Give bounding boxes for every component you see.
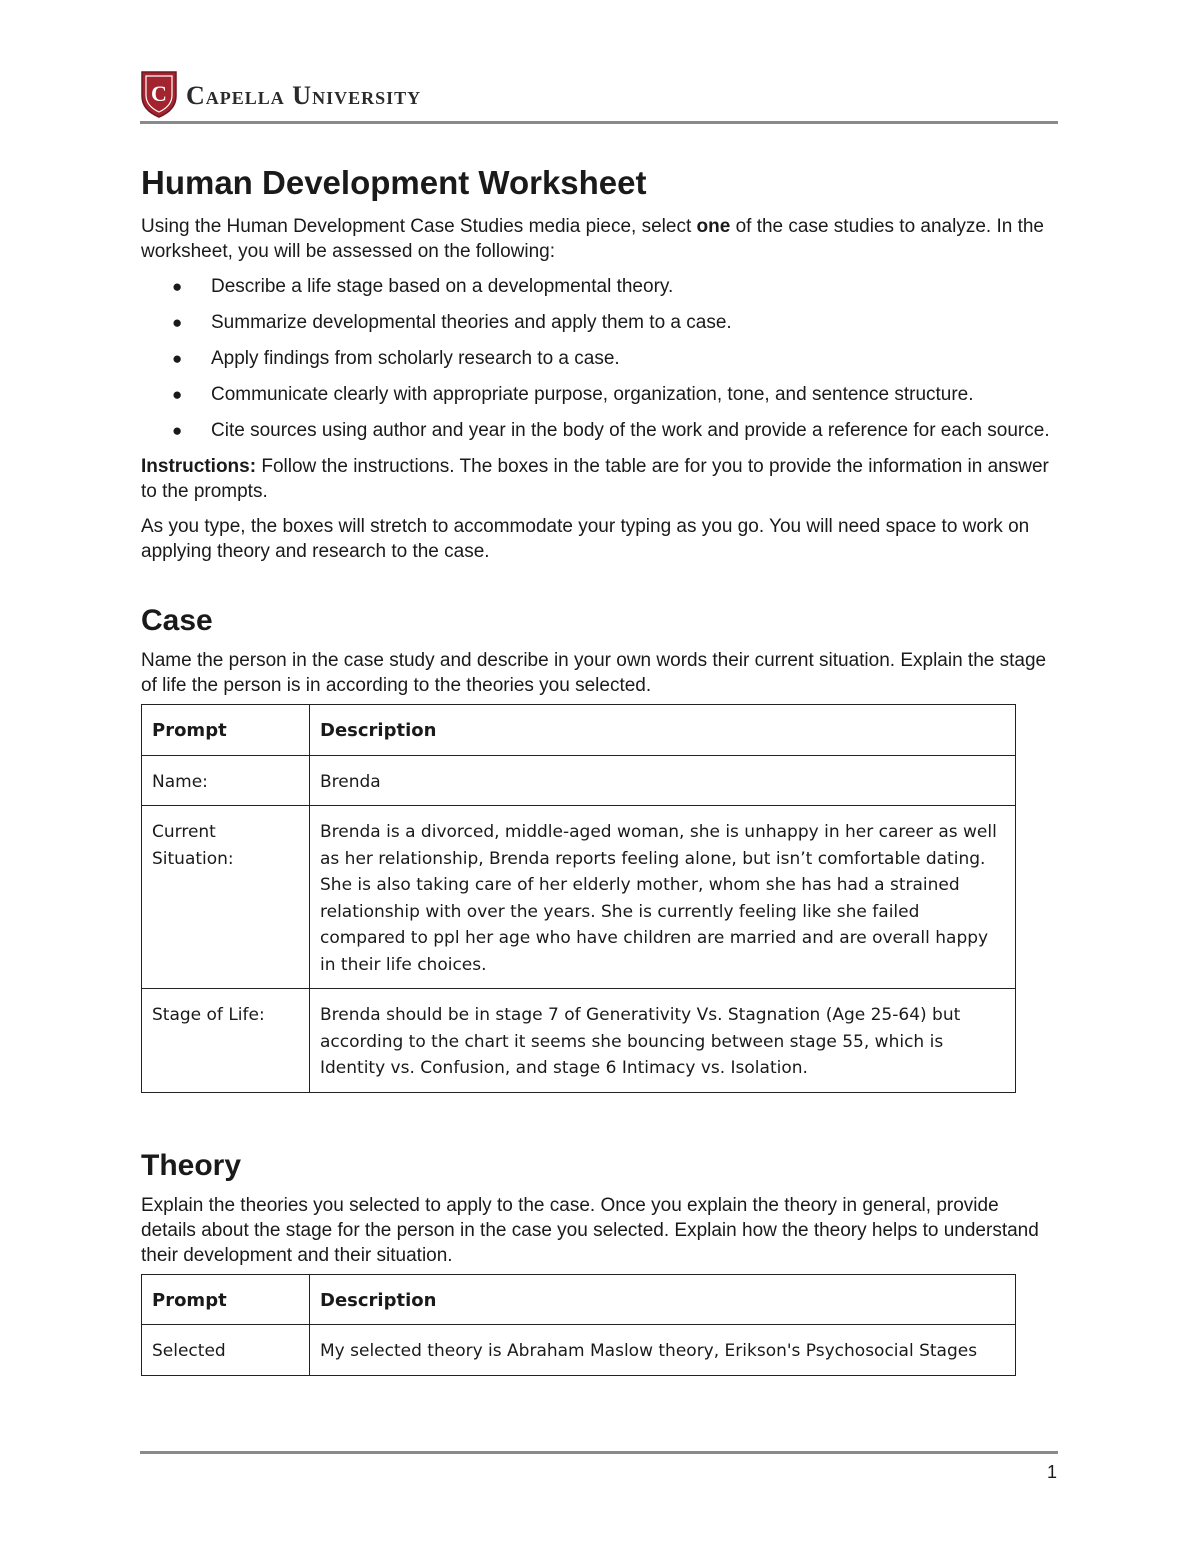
prompt-header: Prompt — [142, 705, 310, 756]
objective-item — [141, 346, 1051, 371]
theory-description: Explain the theories you selected to apply to the case. Once you explain the theory in general, provide details about the stage for the person in the case you selected. Explain how the theory helps to understand their development and their situation. — [141, 1194, 1039, 1266]
intro-before: Using the Human Development Case Studies media piece, select — [141, 216, 697, 237]
case-heading: Case — [141, 604, 213, 637]
table-row — [142, 989, 1016, 1093]
page-title: Human Development Worksheet — [141, 164, 647, 201]
footer-rule — [140, 1451, 1058, 1454]
prompt-cell: Current Situation: — [142, 806, 310, 989]
prompt-cell: Stage of Life: — [142, 989, 310, 1093]
shield-letter: C — [151, 81, 167, 106]
instructions-label: Instructions: — [141, 456, 257, 477]
description-cell[interactable]: Brenda is a divorced, middle-aged woman, she is unhappy in her career as well as her relationship, Brenda reports feeling alone, but isn’t comfortable dating. She is also taking care of her elderly mother, whom she has had a strained relationship with over the years. She is currently feeling like she failed compared to ppl her age who have children are married and are overall happy in their life choices. — [310, 806, 1016, 989]
bullet-icon: ● — [172, 277, 183, 296]
capella-logo — [140, 70, 421, 118]
table-header-row — [142, 1274, 1016, 1325]
intro-after: of the case studies to analyze. In the worksheet, you will be assessed on the following: — [141, 216, 1044, 262]
objective-text: Communicate clearly with appropriate purpose, organization, tone, and sentence structure. — [211, 384, 974, 405]
objective-text: Describe a life stage based on a developmental theory. — [211, 276, 674, 297]
table-row — [142, 1325, 1016, 1376]
main-content — [141, 164, 1051, 1376]
objective-item — [141, 418, 1051, 443]
description-header: Description — [310, 1274, 1016, 1325]
description-cell[interactable]: Brenda should be in stage 7 of Generativity Vs. Stagnation (Age 25-64) but according to the chart it seems she bouncing between stage 55, which is Identity vs. Confusion, and stage 6 Intimacy vs. Isolation. — [310, 989, 1016, 1093]
theory-table — [141, 1274, 1016, 1376]
objective-item — [141, 274, 1051, 299]
case-description: Name the person in the case study and describe in your own words their current situation. Explain the stage of life the person is in according to the theories you selected. — [141, 650, 1047, 696]
objective-item — [141, 310, 1051, 335]
table-row — [142, 755, 1016, 806]
objective-text: Summarize developmental theories and apply them to a case. — [211, 312, 732, 333]
prompt-cell: Selected — [142, 1325, 310, 1376]
table-row — [142, 806, 1016, 989]
typing-note: As you type, the boxes will stretch to accommodate your typing as you go. You will need space to work on applying theory and research to the case. — [141, 516, 1030, 562]
bullet-icon: ● — [172, 313, 183, 332]
description-header: Description — [310, 705, 1016, 756]
theory-section — [141, 1149, 1051, 1376]
objectives-list — [141, 274, 1051, 443]
objective-text: Apply findings from scholarly research to a case. — [211, 348, 620, 369]
intro-paragraph — [141, 214, 1051, 264]
instructions-text: Follow the instructions. The boxes in the table are for you to provide the information in answer to the prompts. — [141, 456, 1049, 502]
intro-bold: one — [696, 216, 731, 237]
description-cell[interactable]: My selected theory is Abraham Maslow theory, Erikson's Psychosocial Stages — [310, 1325, 1016, 1376]
bullet-icon: ● — [172, 421, 183, 440]
case-table — [141, 704, 1016, 1093]
prompt-header: Prompt — [142, 1274, 310, 1325]
bullet-icon: ● — [172, 385, 183, 404]
theory-heading: Theory — [141, 1148, 242, 1182]
header-rule — [140, 121, 1058, 124]
page-number: 1 — [1047, 1462, 1058, 1482]
description-cell[interactable]: Brenda — [310, 755, 1016, 806]
table-header-row — [142, 705, 1016, 756]
objective-text: Cite sources using author and year in the body of the work and provide a reference for each source. — [211, 420, 1050, 441]
bullet-icon: ● — [172, 349, 183, 368]
instructions-paragraph — [141, 454, 1051, 504]
objective-item — [141, 382, 1051, 407]
prompt-cell: Name: — [142, 755, 310, 806]
logo-text: Capella University — [186, 81, 422, 110]
shield-icon — [140, 70, 178, 118]
